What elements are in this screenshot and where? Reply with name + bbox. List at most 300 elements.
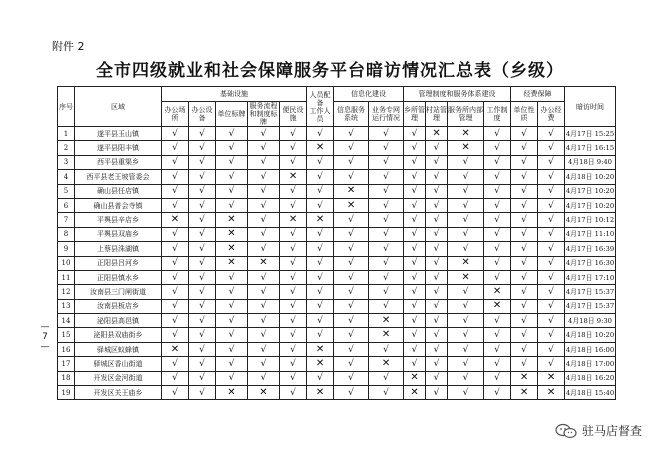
pass-mark: √ — [448, 170, 484, 184]
pass-mark: √ — [511, 198, 538, 212]
pass-mark: √ — [216, 299, 248, 313]
row-time: 4月17日 15:37 — [565, 285, 616, 299]
pass-mark: √ — [307, 227, 334, 241]
pass-mark: √ — [538, 141, 565, 155]
row-index: 6 — [58, 198, 75, 212]
pass-mark: √ — [404, 328, 426, 342]
row-region: 平舆县辛店乡 — [75, 213, 162, 227]
header-col-12: 单位性质 — [511, 102, 538, 127]
survey-table — [57, 86, 616, 400]
header-col-8: 乡所管理 — [404, 102, 426, 127]
pass-mark: √ — [511, 127, 538, 141]
pass-mark: √ — [369, 213, 404, 227]
pass-mark: √ — [511, 285, 538, 299]
header-col-0: 办公场所 — [162, 102, 189, 127]
pass-mark: √ — [404, 155, 426, 169]
pass-mark: √ — [369, 155, 404, 169]
table-row — [58, 342, 616, 356]
table-row — [58, 242, 616, 256]
pass-mark: √ — [162, 256, 189, 270]
pass-mark: √ — [248, 127, 280, 141]
row-time: 4月18日 15:40 — [565, 386, 616, 400]
table-row — [58, 141, 616, 155]
row-region: 遂平县玉山镇 — [75, 127, 162, 141]
pass-mark: √ — [538, 328, 565, 342]
fail-mark: ✕ — [216, 242, 248, 256]
row-region: 平舆县双庙乡 — [75, 227, 162, 241]
pass-mark: √ — [511, 227, 538, 241]
pass-mark: √ — [404, 227, 426, 241]
pass-mark: √ — [426, 314, 448, 328]
row-region: 正阳县慎水乡 — [75, 270, 162, 284]
header-col-13: 办公经费 — [538, 102, 565, 127]
row-index: 8 — [58, 227, 75, 241]
pass-mark: √ — [334, 299, 369, 313]
pass-mark: √ — [216, 170, 248, 184]
pass-mark: √ — [248, 371, 280, 385]
pass-mark: √ — [248, 198, 280, 212]
pass-mark: √ — [426, 213, 448, 227]
row-time: 4月17日 10:12 — [565, 213, 616, 227]
row-time: 4月18日 17:00 — [565, 357, 616, 371]
pass-mark: √ — [189, 127, 216, 141]
pass-mark: √ — [162, 299, 189, 313]
pass-mark: √ — [334, 213, 369, 227]
fail-mark: ✕ — [307, 342, 334, 356]
pass-mark: √ — [334, 314, 369, 328]
pass-mark: √ — [511, 357, 538, 371]
pass-mark: √ — [404, 170, 426, 184]
table-row — [58, 184, 616, 198]
row-index: 18 — [58, 371, 75, 385]
fail-mark: ✕ — [248, 386, 280, 400]
pass-mark: √ — [248, 270, 280, 284]
pass-mark: √ — [280, 371, 307, 385]
pass-mark: √ — [511, 328, 538, 342]
pass-mark: √ — [448, 242, 484, 256]
pass-mark: √ — [189, 184, 216, 198]
pass-mark: √ — [280, 198, 307, 212]
pass-mark: √ — [162, 270, 189, 284]
row-time: 4月17日 10:20 — [565, 184, 616, 198]
row-index: 16 — [58, 342, 75, 356]
pass-mark: √ — [369, 141, 404, 155]
row-region: 驿城区蚁蜂镇 — [75, 342, 162, 356]
pass-mark: √ — [248, 242, 280, 256]
table-row — [58, 170, 616, 184]
fail-mark: ✕ — [538, 386, 565, 400]
pass-mark: √ — [334, 155, 369, 169]
fail-mark: ✕ — [334, 198, 369, 212]
pass-mark: √ — [216, 357, 248, 371]
header-col-7: 业务专网运行情况 — [369, 102, 404, 127]
pass-mark: √ — [216, 328, 248, 342]
pass-mark: √ — [307, 155, 334, 169]
pass-mark: √ — [280, 270, 307, 284]
pass-mark: √ — [216, 371, 248, 385]
row-time: 4月18日 16:20 — [565, 371, 616, 385]
pass-mark: √ — [189, 213, 216, 227]
pass-mark: √ — [307, 242, 334, 256]
pass-mark: √ — [484, 198, 511, 212]
header-col-4: 便民设施 — [280, 102, 307, 127]
pass-mark: √ — [426, 141, 448, 155]
row-region: 西平县重渠乡 — [75, 155, 162, 169]
pass-mark: √ — [162, 184, 189, 198]
row-index: 5 — [58, 184, 75, 198]
row-time: 4月18日 10:20 — [565, 170, 616, 184]
pass-mark: √ — [484, 141, 511, 155]
pass-mark: √ — [448, 386, 484, 400]
header-region: 区域 — [75, 87, 162, 127]
fail-mark: ✕ — [484, 299, 511, 313]
pass-mark: √ — [189, 371, 216, 385]
fail-mark: ✕ — [448, 256, 484, 270]
row-time: 4月17日 15:37 — [565, 299, 616, 313]
pass-mark: √ — [162, 314, 189, 328]
pass-mark: √ — [307, 299, 334, 313]
row-time: 4月17日 11:10 — [565, 227, 616, 241]
pass-mark: √ — [189, 155, 216, 169]
pass-mark: √ — [189, 342, 216, 356]
pass-mark: √ — [369, 270, 404, 284]
pass-mark: √ — [369, 371, 404, 385]
table-row — [58, 270, 616, 284]
row-index: 13 — [58, 299, 75, 313]
row-time: 4月18日 9:40 — [565, 155, 616, 169]
pass-mark: √ — [162, 242, 189, 256]
table-row — [58, 386, 616, 400]
pass-mark: √ — [307, 371, 334, 385]
fail-mark: ✕ — [404, 371, 426, 385]
pass-mark: √ — [511, 299, 538, 313]
page-title: 全市四级就业和社会保障服务平台暗访情况汇总表（乡级） — [96, 61, 564, 81]
pass-mark: √ — [216, 141, 248, 155]
pass-mark: √ — [216, 314, 248, 328]
pass-mark: √ — [307, 127, 334, 141]
pass-mark: √ — [404, 285, 426, 299]
pass-mark: √ — [484, 242, 511, 256]
pass-mark: √ — [538, 242, 565, 256]
pass-mark: √ — [280, 386, 307, 400]
pass-mark: √ — [369, 227, 404, 241]
pass-mark: √ — [334, 357, 369, 371]
pass-mark: √ — [538, 285, 565, 299]
table-row — [58, 328, 616, 342]
fail-mark: ✕ — [307, 357, 334, 371]
pass-mark: √ — [484, 127, 511, 141]
header-index: 序号 — [58, 87, 75, 127]
pass-mark: √ — [216, 184, 248, 198]
pass-mark: √ — [189, 227, 216, 241]
header-col-10: 服务所内部管理 — [448, 102, 484, 127]
page-number-mark: — 7 — — [40, 322, 50, 352]
header-col-9: 村站管理 — [426, 102, 448, 127]
pass-mark: √ — [404, 141, 426, 155]
pass-mark: √ — [189, 198, 216, 212]
pass-mark: √ — [404, 342, 426, 356]
pass-mark: √ — [369, 198, 404, 212]
pass-mark: √ — [448, 198, 484, 212]
pass-mark: √ — [162, 285, 189, 299]
pass-mark: √ — [280, 256, 307, 270]
pass-mark: √ — [404, 198, 426, 212]
row-region: 确山县任店镇 — [75, 184, 162, 198]
fail-mark: ✕ — [369, 328, 404, 342]
pass-mark: √ — [162, 371, 189, 385]
pass-mark: √ — [426, 386, 448, 400]
header-col-3: 服务流程和制度标牌 — [249, 102, 278, 126]
pass-mark: √ — [484, 213, 511, 227]
pass-mark: √ — [248, 328, 280, 342]
pass-mark: √ — [538, 127, 565, 141]
row-index: 15 — [58, 328, 75, 342]
pass-mark: √ — [426, 285, 448, 299]
pass-mark: √ — [334, 270, 369, 284]
pass-mark: √ — [248, 170, 280, 184]
pass-mark: √ — [248, 213, 280, 227]
pass-mark: √ — [448, 342, 484, 356]
pass-mark: √ — [216, 342, 248, 356]
fail-mark: ✕ — [538, 371, 565, 385]
row-region: 正阳县吕河乡 — [75, 256, 162, 270]
row-region: 泌阳县双庙街乡 — [75, 328, 162, 342]
pass-mark: √ — [426, 328, 448, 342]
pass-mark: √ — [538, 227, 565, 241]
pass-mark: √ — [216, 270, 248, 284]
pass-mark: √ — [404, 357, 426, 371]
pass-mark: √ — [426, 170, 448, 184]
header-group-staffing-label: 人员配备 — [309, 90, 331, 107]
pass-mark: √ — [248, 314, 280, 328]
pass-mark: √ — [369, 256, 404, 270]
pass-mark: √ — [538, 155, 565, 169]
row-region: 遂平县阳丰镇 — [75, 141, 162, 155]
fail-mark: ✕ — [307, 386, 334, 400]
header-col-staff: 工作人员 — [309, 106, 331, 123]
table-row — [58, 155, 616, 169]
header-group-funding: 经费保障 — [511, 87, 565, 102]
pass-mark: √ — [248, 155, 280, 169]
pass-mark: √ — [448, 227, 484, 241]
fail-mark: ✕ — [162, 213, 189, 227]
pass-mark: √ — [426, 155, 448, 169]
pass-mark: √ — [334, 256, 369, 270]
fail-mark: ✕ — [248, 256, 280, 270]
header-col-2: 单位标牌 — [216, 102, 248, 127]
pass-mark: √ — [280, 285, 307, 299]
row-region: 汝南县三门闸街道 — [75, 285, 162, 299]
fail-mark: ✕ — [307, 213, 334, 227]
pass-mark: √ — [426, 184, 448, 198]
fail-mark: ✕ — [369, 357, 404, 371]
header-group-infrastructure: 基础设施 — [162, 87, 307, 102]
pass-mark: √ — [189, 285, 216, 299]
table-row — [58, 357, 616, 371]
fail-mark: ✕ — [448, 141, 484, 155]
watermark — [555, 422, 642, 439]
pass-mark: √ — [426, 198, 448, 212]
pass-mark: √ — [189, 299, 216, 313]
pass-mark: √ — [162, 357, 189, 371]
pass-mark: √ — [189, 242, 216, 256]
pass-mark: √ — [280, 184, 307, 198]
pass-mark: √ — [404, 256, 426, 270]
row-index: 9 — [58, 242, 75, 256]
pass-mark: √ — [307, 256, 334, 270]
row-time: 4月17日 15:25 — [565, 127, 616, 141]
attachment-label: 附件 2 — [52, 40, 85, 53]
row-region: 确山县普会寺镇 — [75, 198, 162, 212]
fail-mark: ✕ — [404, 386, 426, 400]
pass-mark: √ — [334, 285, 369, 299]
pass-mark: √ — [511, 184, 538, 198]
pass-mark: √ — [511, 270, 538, 284]
pass-mark: √ — [162, 198, 189, 212]
pass-mark: √ — [189, 170, 216, 184]
pass-mark: √ — [307, 170, 334, 184]
row-index: 11 — [58, 270, 75, 284]
fail-mark: ✕ — [426, 127, 448, 141]
fail-mark: ✕ — [307, 141, 334, 155]
row-time: 4月17日 17:10 — [565, 270, 616, 284]
pass-mark: √ — [484, 386, 511, 400]
table-row — [58, 198, 616, 212]
table-row — [58, 127, 616, 141]
pass-mark: √ — [216, 155, 248, 169]
pass-mark: √ — [404, 299, 426, 313]
pass-mark: √ — [189, 328, 216, 342]
pass-mark: √ — [511, 141, 538, 155]
pass-mark: √ — [216, 198, 248, 212]
row-index: 14 — [58, 314, 75, 328]
fail-mark: ✕ — [369, 314, 404, 328]
row-region: 上蔡县洙湖镇 — [75, 242, 162, 256]
pass-mark: √ — [369, 285, 404, 299]
watermark-text: 驻马店督查 — [581, 424, 642, 438]
row-index: 17 — [58, 357, 75, 371]
pass-mark: √ — [189, 386, 216, 400]
pass-mark: √ — [334, 242, 369, 256]
pass-mark: √ — [334, 227, 369, 241]
pass-mark: √ — [162, 328, 189, 342]
pass-mark: √ — [448, 314, 484, 328]
pass-mark: √ — [334, 342, 369, 356]
pass-mark: √ — [280, 314, 307, 328]
row-time: 4月17日 16:15 — [565, 141, 616, 155]
fail-mark: ✕ — [280, 213, 307, 227]
pass-mark: √ — [484, 314, 511, 328]
row-time: 4月17日 16:39 — [565, 242, 616, 256]
pass-mark: √ — [162, 227, 189, 241]
header-time: 暗访时间 — [565, 87, 616, 127]
pass-mark: √ — [538, 342, 565, 356]
pass-mark: √ — [484, 357, 511, 371]
pass-mark: √ — [426, 342, 448, 356]
header-group-it: 信息化建设 — [334, 87, 404, 102]
pass-mark: √ — [369, 242, 404, 256]
pass-mark: √ — [538, 184, 565, 198]
pass-mark: √ — [280, 242, 307, 256]
row-index: 3 — [58, 155, 75, 169]
pass-mark: √ — [369, 342, 404, 356]
table-row — [58, 285, 616, 299]
fail-mark: ✕ — [280, 170, 307, 184]
pass-mark: √ — [448, 213, 484, 227]
pass-mark: √ — [404, 270, 426, 284]
row-time: 4月17日 16:30 — [565, 256, 616, 270]
pass-mark: √ — [484, 371, 511, 385]
pass-mark: √ — [189, 357, 216, 371]
pass-mark: √ — [426, 270, 448, 284]
pass-mark: √ — [189, 141, 216, 155]
pass-mark: √ — [334, 141, 369, 155]
row-index: 12 — [58, 285, 75, 299]
pass-mark: √ — [307, 285, 334, 299]
pass-mark: √ — [484, 342, 511, 356]
pass-mark: √ — [189, 256, 216, 270]
pass-mark: √ — [307, 314, 334, 328]
fail-mark: ✕ — [216, 227, 248, 241]
pass-mark: √ — [404, 242, 426, 256]
wechat-icon — [555, 423, 577, 439]
pass-mark: √ — [248, 184, 280, 198]
fail-mark: ✕ — [216, 213, 248, 227]
pass-mark: √ — [538, 357, 565, 371]
pass-mark: √ — [538, 198, 565, 212]
pass-mark: √ — [307, 328, 334, 342]
pass-mark: √ — [511, 213, 538, 227]
row-index: 19 — [58, 386, 75, 400]
pass-mark: √ — [426, 242, 448, 256]
pass-mark: √ — [448, 357, 484, 371]
pass-mark: √ — [369, 299, 404, 313]
pass-mark: √ — [426, 256, 448, 270]
row-region: 西平县老王坡管委会 — [75, 170, 162, 184]
pass-mark: √ — [216, 285, 248, 299]
pass-mark: √ — [448, 299, 484, 313]
pass-mark: √ — [448, 184, 484, 198]
pass-mark: √ — [189, 314, 216, 328]
row-time: 4月18日 9:30 — [565, 314, 616, 328]
fail-mark: ✕ — [511, 386, 538, 400]
pass-mark: √ — [162, 141, 189, 155]
pass-mark: √ — [334, 170, 369, 184]
row-region: 泌阳县高邑镇 — [75, 314, 162, 328]
header-col-1: 办公设备 — [189, 102, 216, 127]
pass-mark: √ — [538, 256, 565, 270]
pass-mark: √ — [404, 314, 426, 328]
row-index: 10 — [58, 256, 75, 270]
pass-mark: √ — [448, 371, 484, 385]
pass-mark: √ — [511, 242, 538, 256]
pass-mark: √ — [280, 342, 307, 356]
table-row — [58, 371, 616, 385]
fail-mark: ✕ — [448, 270, 484, 284]
pass-mark: √ — [280, 357, 307, 371]
pass-mark: √ — [404, 184, 426, 198]
pass-mark: √ — [484, 227, 511, 241]
fail-mark: ✕ — [216, 256, 248, 270]
fail-mark: ✕ — [448, 127, 484, 141]
pass-mark: √ — [280, 141, 307, 155]
header-group-staffing — [307, 87, 334, 127]
pass-mark: √ — [404, 213, 426, 227]
pass-mark: √ — [448, 155, 484, 169]
table-row — [58, 299, 616, 313]
pass-mark: √ — [334, 328, 369, 342]
pass-mark: √ — [369, 184, 404, 198]
